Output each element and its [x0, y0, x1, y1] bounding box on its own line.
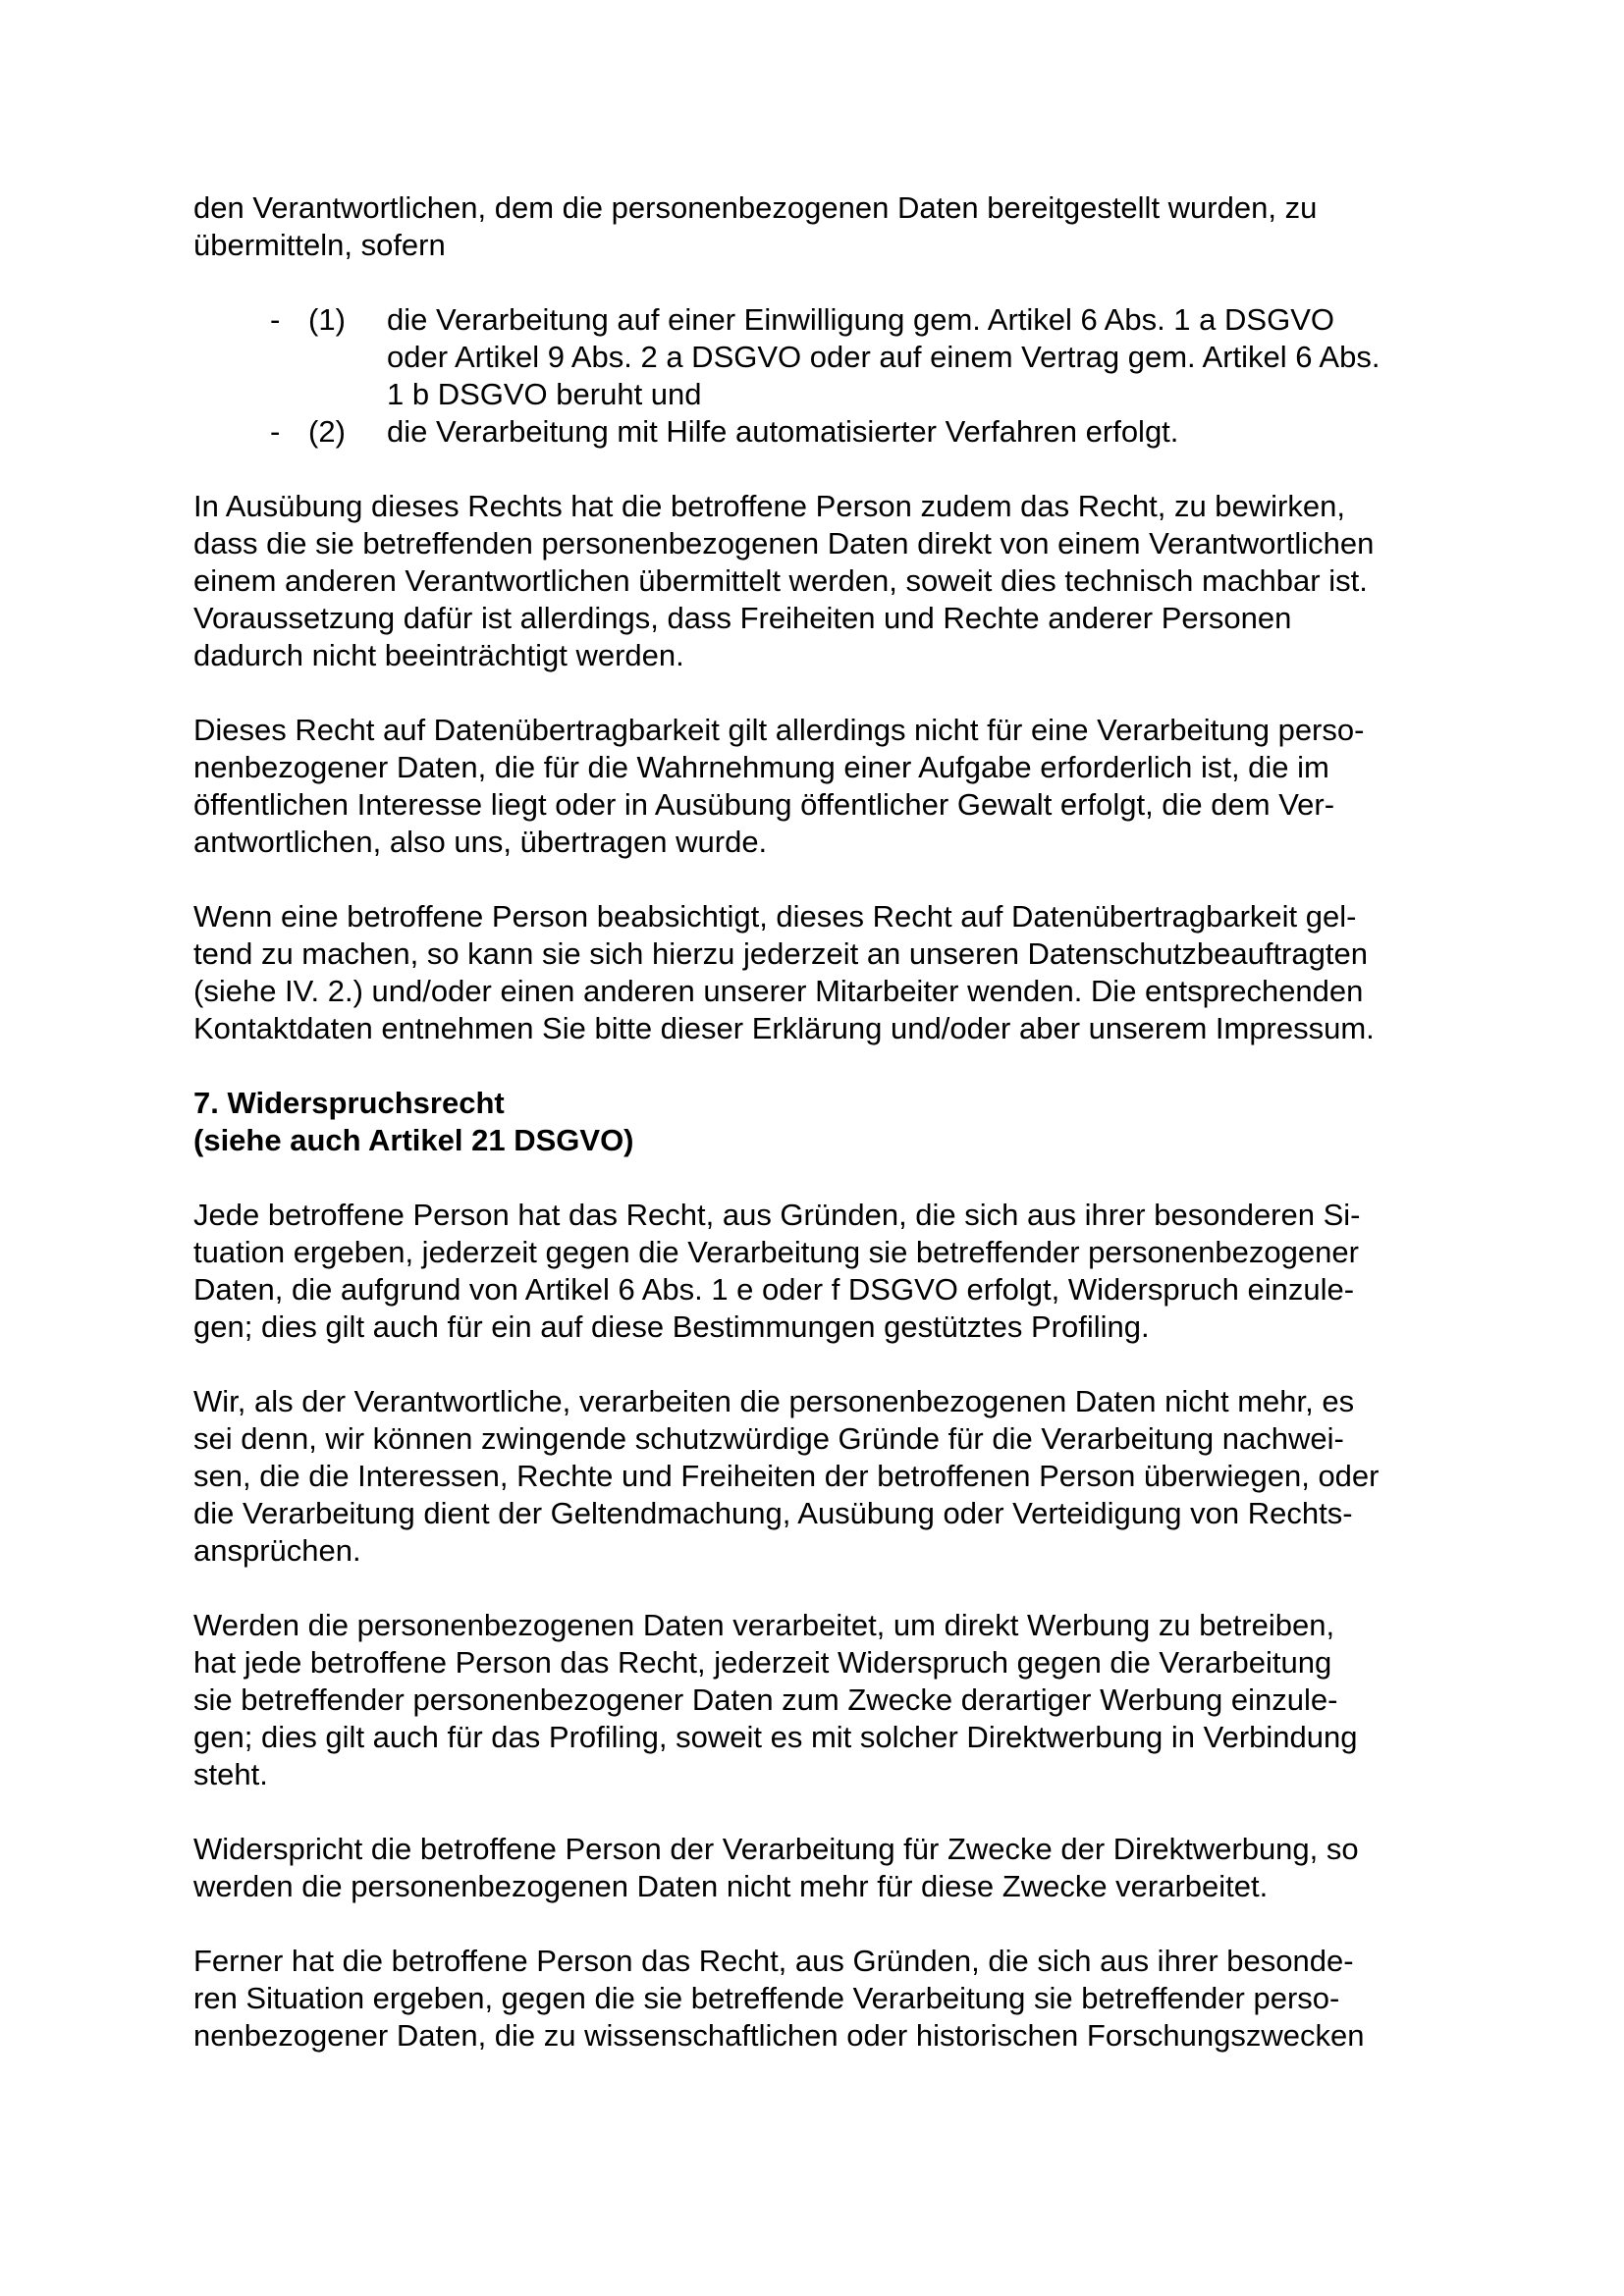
intro-paragraph: [193, 189, 1489, 264]
document-page: [193, 189, 1489, 2055]
text-line: Werden die personenbezogenen Daten verarbeitet, um direkt Werbung zu betreiben,: [193, 1608, 1335, 1642]
text-line: sei denn, wir können zwingende schutzwürdige Gründe für die Verarbeitung nachwei-: [193, 1421, 1344, 1456]
text-line: In Ausübung dieses Rechts hat die betroffene Person zudem das Recht, zu bewirken,: [193, 489, 1345, 523]
list-dash: -: [270, 414, 281, 449]
text-line: öffentlichen Interesse liegt oder in Ausübung öffentlicher Gewalt erfolgt, die dem Ver-: [193, 787, 1335, 822]
text-line: nenbezogener Daten, die zu wissenschaftlichen oder historischen Forschungszwecken: [193, 2018, 1365, 2053]
objection-paragraph: [193, 1197, 1489, 1346]
text-line: sen, die die Interessen, Rechte und Freiheiten der betroffenen Person überwiegen, oder: [193, 1459, 1380, 1493]
research-paragraph: [193, 1943, 1489, 2055]
list-dash: -: [270, 302, 281, 337]
text-line: hat jede betroffene Person das Recht, jederzeit Widerspruch gegen die Verarbeitung: [193, 1645, 1332, 1680]
list-item: [193, 413, 1489, 451]
controller-paragraph: [193, 1383, 1489, 1570]
text-line: gen; dies gilt auch für ein auf diese Bestimmungen gestütztes Profiling.: [193, 1309, 1150, 1344]
text-line: Widerspricht die betroffene Person der Verarbeitung für Zwecke der Direktwerbung, so: [193, 1832, 1359, 1866]
text-line: den Verantwortlichen, dem die personenbezogenen Daten bereitgestellt wurden, zu: [193, 190, 1318, 225]
direct-marketing-paragraph: [193, 1831, 1489, 1905]
section-heading: [193, 1085, 1489, 1159]
text-line: ren Situation ergeben, gegen die sie betreffende Verarbeitung sie betreffender perso-: [193, 1981, 1340, 2015]
text-line: Jede betroffene Person hat das Recht, aus Gründen, die sich aus ihrer besonderen Si-: [193, 1198, 1361, 1232]
text-line: Dieses Recht auf Datenübertragbarkeit gilt allerdings nicht für eine Verarbeitung perso-: [193, 713, 1365, 747]
text-line: (siehe IV. 2.) und/oder einen anderen unserer Mitarbeiter wenden. Die entsprechenden: [193, 974, 1364, 1008]
text-line: Kontaktdaten entnehmen Sie bitte dieser Erklärung und/oder aber unserem Impressum.: [193, 1011, 1375, 1045]
contact-paragraph: [193, 898, 1489, 1047]
text-line: Daten, die aufgrund von Artikel 6 Abs. 1 e oder f DSGVO erfolgt, Widerspruch einzule-: [193, 1272, 1355, 1307]
list-number: (2): [308, 414, 346, 449]
text-line: die Verarbeitung dient der Geltendmachung, Ausübung oder Verteidigung von Rechts-: [193, 1496, 1353, 1530]
text-line: steht.: [193, 1757, 268, 1791]
text-line: dadurch nicht beeinträchtigt werden.: [193, 638, 684, 672]
portability-paragraph: [193, 712, 1489, 861]
text-line: Voraussetzung dafür ist allerdings, dass Freiheiten und Rechte anderer Personen: [193, 601, 1292, 635]
text-line: tend zu machen, so kann sie sich hierzu jederzeit an unseren Datenschutzbeauftragten: [193, 936, 1368, 971]
text-line: antwortlichen, also uns, übertragen wurde.: [193, 825, 768, 859]
text-line: nenbezogener Daten, die für die Wahrnehmung einer Aufgabe erforderlich ist, die im: [193, 750, 1329, 784]
text-line: übermitteln, sofern: [193, 228, 446, 262]
condition-list: [193, 301, 1489, 451]
text-line: einem anderen Verantwortlichen übermittelt werden, soweit dies technisch machbar ist.: [193, 563, 1368, 598]
text-line: die Verarbeitung mit Hilfe automatisierter Verfahren erfolgt.: [387, 414, 1179, 449]
text-line: werden die personenbezogenen Daten nicht mehr für diese Zwecke verarbeitet.: [193, 1869, 1269, 1903]
text-line: Ferner hat die betroffene Person das Recht, aus Gründen, die sich aus ihrer besonde-: [193, 1944, 1354, 1978]
exercise-paragraph: [193, 488, 1489, 674]
advertising-paragraph: [193, 1607, 1489, 1793]
text-line: 1 b DSGVO beruht und: [387, 377, 702, 411]
text-line: Wir, als der Verantwortliche, verarbeiten die personenbezogenen Daten nicht mehr, es: [193, 1384, 1355, 1418]
heading-line: 7. Widerspruchsrecht: [193, 1086, 505, 1120]
text-line: sie betreffender personenbezogener Daten zum Zwecke derartiger Werbung einzule-: [193, 1682, 1338, 1717]
heading-line: (siehe auch Artikel 21 DSGVO): [193, 1123, 634, 1157]
text-line: tuation ergeben, jederzeit gegen die Verarbeitung sie betreffender personenbezogener: [193, 1235, 1359, 1269]
list-number: (1): [308, 302, 346, 337]
text-line: ansprüchen.: [193, 1533, 361, 1568]
text-line: oder Artikel 9 Abs. 2 a DSGVO oder auf einem Vertrag gem. Artikel 6 Abs.: [387, 340, 1380, 374]
text-line: Wenn eine betroffene Person beabsichtigt, dieses Recht auf Datenübertragbarkeit gel-: [193, 899, 1357, 934]
text-line: gen; dies gilt auch für das Profiling, soweit es mit solcher Direktwerbung in Verbindung: [193, 1720, 1358, 1754]
text-line: die Verarbeitung auf einer Einwilligung gem. Artikel 6 Abs. 1 a DSGVO: [387, 302, 1334, 337]
text-line: dass die sie betreffenden personenbezogenen Daten direkt von einem Verantwortlichen: [193, 526, 1375, 561]
list-item: [193, 301, 1489, 413]
